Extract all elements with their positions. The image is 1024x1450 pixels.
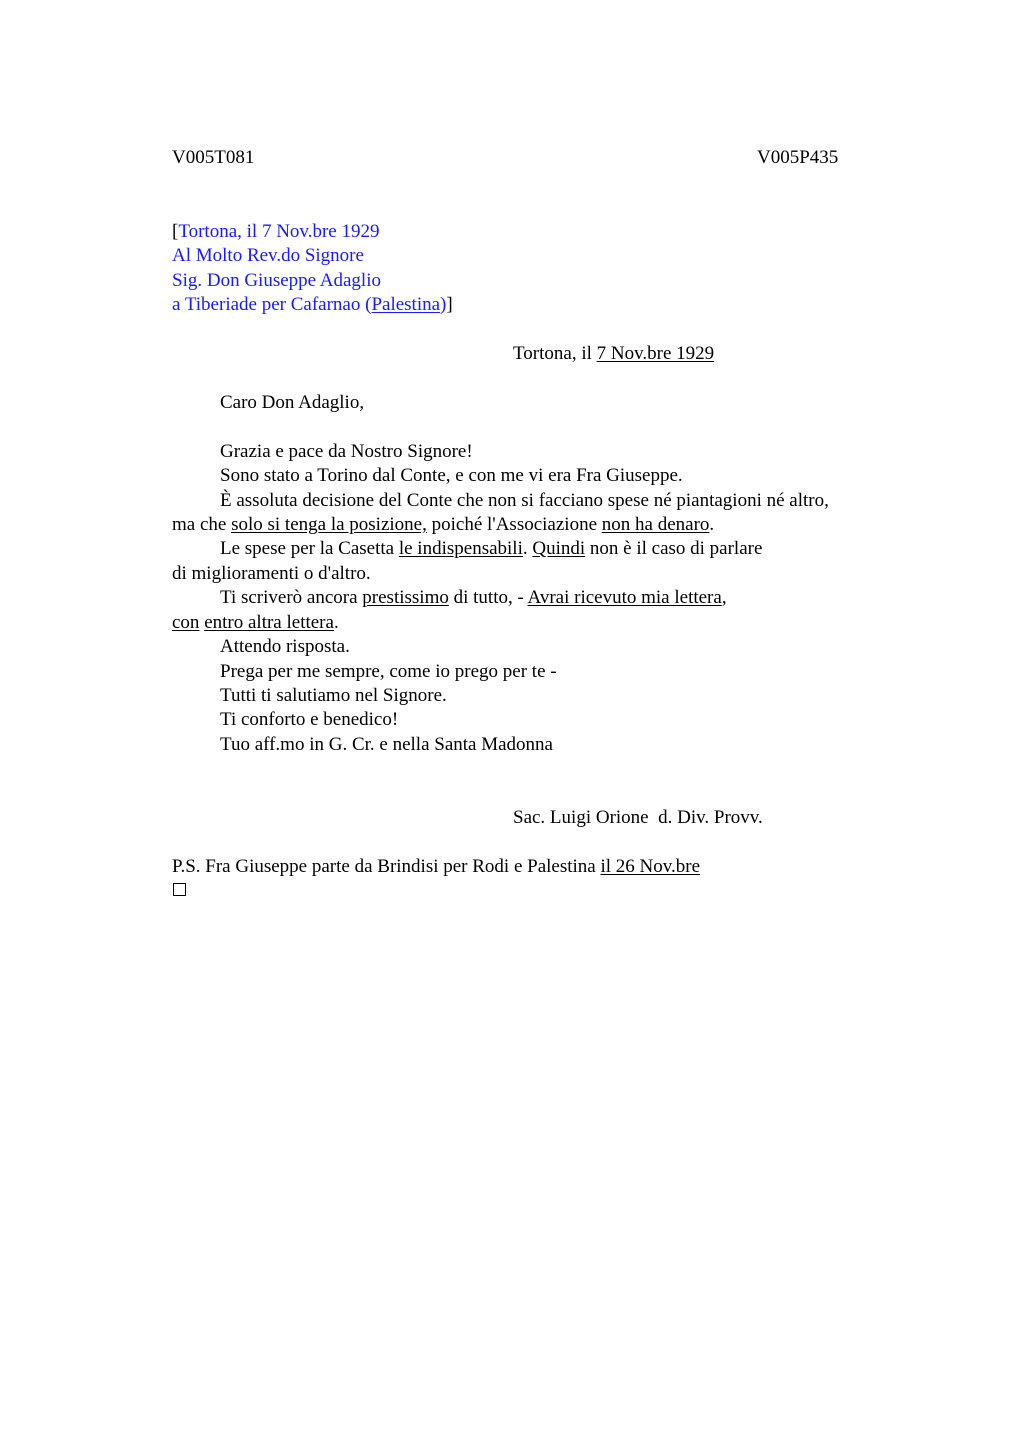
postscript-date: il 26 Nov.bre	[600, 856, 701, 877]
body-line: È assoluta decisione del Conte che non si facciano spese né piantagioni né altro,	[220, 490, 829, 511]
heading-recipient-title: Al Molto Rev.do Signore	[172, 245, 364, 266]
signature: Sac. Luigi Orione d. Div. Provv.	[513, 807, 763, 828]
body-line: Le spese per la Casetta le indispensabili. Quindi non è il caso di parlare	[220, 538, 763, 559]
end-marker-box-icon	[173, 883, 186, 896]
body-line: Sono stato a Torino dal Conte, e con me vi era Fra Giuseppe.	[220, 465, 683, 486]
heading-recipient-address: a Tiberiade per Cafarnao (Palestina)]	[172, 294, 453, 315]
body-line: ma che solo si tenga la posizione, poiché l'Associazione non ha denaro.	[172, 514, 715, 535]
bracket-open: [	[172, 221, 179, 242]
editorial-heading-line	[172, 220, 379, 244]
body-line: Tutti ti salutiamo nel Signore.	[220, 685, 447, 706]
document-code-left: V005T081	[172, 147, 255, 168]
heading-place-underlined: Palestina	[371, 294, 441, 315]
body-line: Prega per me sempre, come io prego per te -	[220, 661, 557, 682]
body-line: Ti conforto e benedico!	[220, 709, 399, 730]
heading-date: Tortona, il 7 Nov.bre 1929	[178, 221, 380, 242]
dateline-date: 7 Nov.bre 1929	[596, 343, 715, 364]
body-line: di miglioramenti o d'altro.	[172, 563, 371, 584]
postscript: P.S. Fra Giuseppe parte da Brindisi per Rodi e Palestina il 26 Nov.bre	[172, 856, 701, 877]
heading-recipient-name: Sig. Don Giuseppe Adaglio	[172, 270, 381, 291]
dateline: Tortona, il 7 Nov.bre 1929	[513, 343, 715, 364]
body-line: Attendo risposta.	[220, 636, 350, 657]
bracket-close: ]	[446, 294, 453, 315]
closing-line: Tuo aff.mo in G. Cr. e nella Santa Madonna	[220, 734, 553, 755]
document-code-right: V005P435	[757, 147, 839, 168]
salutation: Caro Don Adaglio,	[220, 392, 365, 413]
body-line: con entro altra lettera.	[172, 612, 339, 633]
body-line: Grazia e pace da Nostro Signore!	[220, 441, 473, 462]
body-line: Ti scriverò ancora prestissimo di tutto, - Avrai ricevuto mia lettera,	[220, 587, 727, 608]
